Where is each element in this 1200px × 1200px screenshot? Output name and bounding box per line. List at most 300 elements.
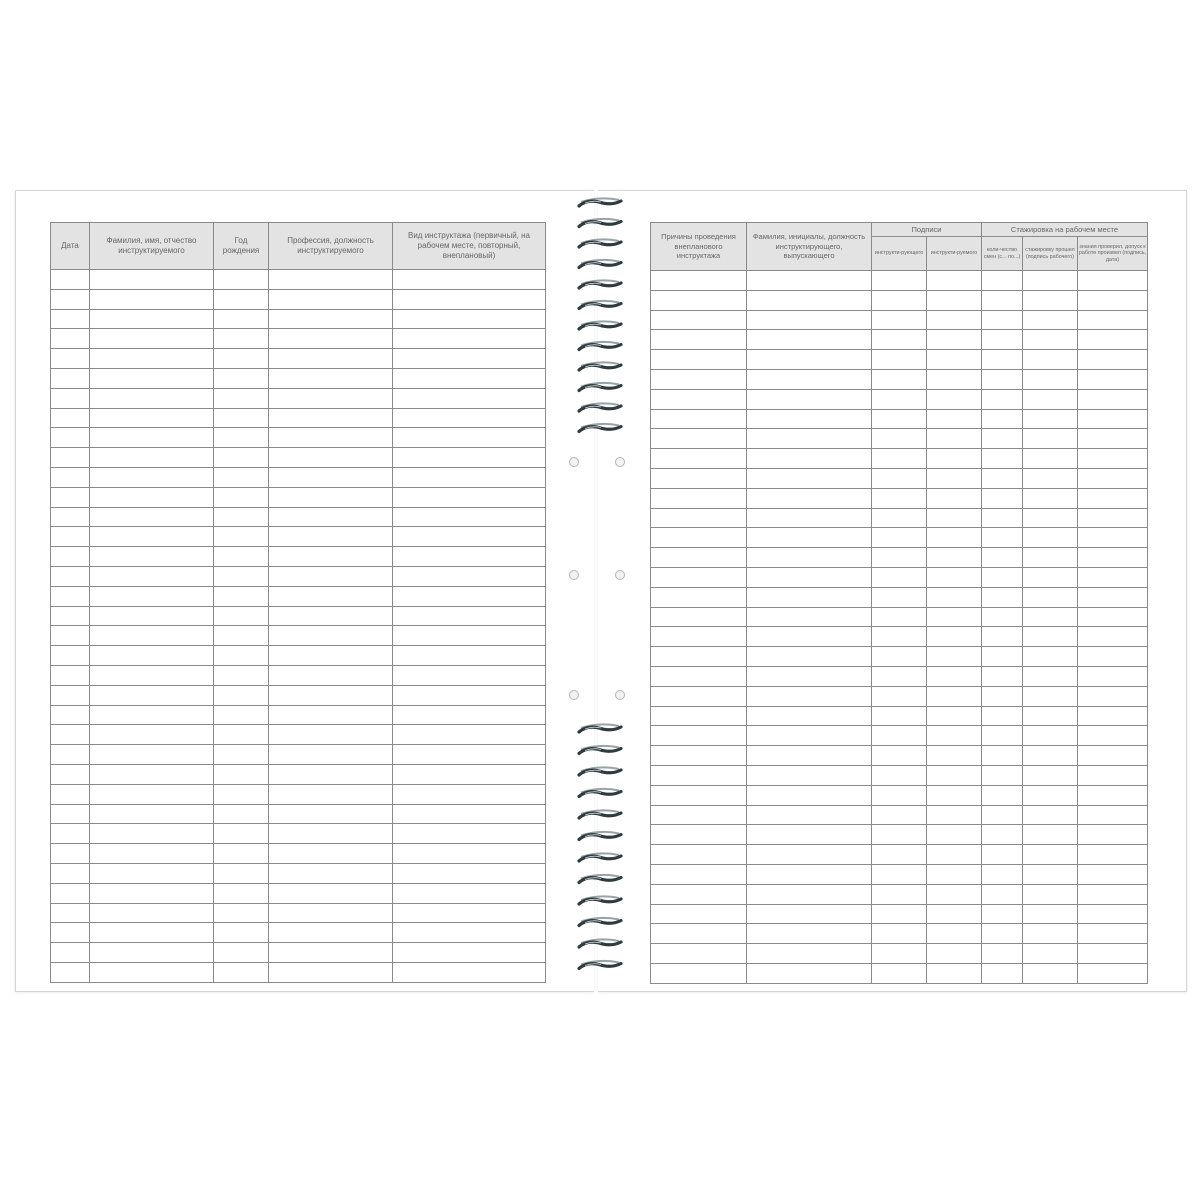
table-cell[interactable] — [1078, 746, 1148, 766]
table-cell[interactable] — [927, 488, 982, 508]
table-cell[interactable] — [393, 448, 546, 468]
table-cell[interactable] — [1078, 785, 1148, 805]
table-cell[interactable] — [651, 468, 747, 488]
table-cell[interactable] — [214, 270, 269, 290]
table-cell[interactable] — [747, 310, 872, 330]
table-cell[interactable] — [51, 547, 90, 567]
table-cell[interactable] — [90, 368, 214, 388]
table-cell[interactable] — [872, 924, 927, 944]
table-cell[interactable] — [393, 943, 546, 963]
table-cell[interactable] — [90, 349, 214, 369]
table-cell[interactable] — [747, 825, 872, 845]
table-cell[interactable] — [269, 863, 393, 883]
table-cell[interactable] — [51, 487, 90, 507]
table-cell[interactable] — [393, 289, 546, 309]
table-cell[interactable] — [90, 923, 214, 943]
table-cell[interactable] — [927, 686, 982, 706]
table-cell[interactable] — [872, 389, 927, 409]
table-cell[interactable] — [393, 467, 546, 487]
table-cell[interactable] — [872, 310, 927, 330]
table-cell[interactable] — [393, 764, 546, 784]
table-cell[interactable] — [982, 290, 1023, 310]
table-cell[interactable] — [982, 864, 1023, 884]
table-cell[interactable] — [90, 289, 214, 309]
table-cell[interactable] — [1078, 627, 1148, 647]
table-cell[interactable] — [872, 825, 927, 845]
table-cell[interactable] — [393, 685, 546, 705]
table-cell[interactable] — [214, 863, 269, 883]
table-cell[interactable] — [1078, 508, 1148, 528]
table-cell[interactable] — [651, 350, 747, 370]
table-cell[interactable] — [393, 329, 546, 349]
table-cell[interactable] — [747, 548, 872, 568]
table-cell[interactable] — [872, 706, 927, 726]
table-cell[interactable] — [269, 923, 393, 943]
table-cell[interactable] — [214, 566, 269, 586]
table-cell[interactable] — [214, 804, 269, 824]
table-cell[interactable] — [872, 607, 927, 627]
table-cell[interactable] — [872, 627, 927, 647]
table-cell[interactable] — [269, 745, 393, 765]
table-cell[interactable] — [1023, 706, 1078, 726]
table-cell[interactable] — [1023, 330, 1078, 350]
table-cell[interactable] — [651, 647, 747, 667]
table-cell[interactable] — [651, 528, 747, 548]
table-cell[interactable] — [393, 428, 546, 448]
table-cell[interactable] — [1078, 449, 1148, 469]
table-cell[interactable] — [1078, 330, 1148, 350]
table-cell[interactable] — [90, 507, 214, 527]
table-cell[interactable] — [90, 487, 214, 507]
table-cell[interactable] — [872, 765, 927, 785]
table-cell[interactable] — [651, 429, 747, 449]
table-cell[interactable] — [214, 448, 269, 468]
table-cell[interactable] — [927, 785, 982, 805]
table-cell[interactable] — [90, 962, 214, 982]
table-cell[interactable] — [872, 904, 927, 924]
table-cell[interactable] — [1078, 389, 1148, 409]
table-cell[interactable] — [927, 944, 982, 964]
table-cell[interactable] — [872, 864, 927, 884]
table-cell[interactable] — [51, 289, 90, 309]
table-cell[interactable] — [51, 270, 90, 290]
table-cell[interactable] — [1023, 508, 1078, 528]
table-cell[interactable] — [51, 467, 90, 487]
table-cell[interactable] — [1023, 627, 1078, 647]
table-cell[interactable] — [393, 566, 546, 586]
table-cell[interactable] — [90, 467, 214, 487]
table-cell[interactable] — [51, 725, 90, 745]
table-cell[interactable] — [269, 685, 393, 705]
table-cell[interactable] — [214, 349, 269, 369]
table-cell[interactable] — [747, 647, 872, 667]
table-cell[interactable] — [269, 388, 393, 408]
table-cell[interactable] — [927, 726, 982, 746]
table-cell[interactable] — [51, 626, 90, 646]
table-cell[interactable] — [872, 330, 927, 350]
table-cell[interactable] — [927, 746, 982, 766]
table-cell[interactable] — [269, 705, 393, 725]
table-cell[interactable] — [1023, 389, 1078, 409]
table-cell[interactable] — [214, 507, 269, 527]
table-cell[interactable] — [927, 864, 982, 884]
table-cell[interactable] — [872, 726, 927, 746]
table-cell[interactable] — [747, 468, 872, 488]
table-cell[interactable] — [90, 863, 214, 883]
table-cell[interactable] — [872, 468, 927, 488]
table-cell[interactable] — [982, 944, 1023, 964]
table-cell[interactable] — [927, 884, 982, 904]
table-cell[interactable] — [1078, 924, 1148, 944]
table-cell[interactable] — [214, 883, 269, 903]
table-cell[interactable] — [214, 685, 269, 705]
table-cell[interactable] — [747, 706, 872, 726]
table-cell[interactable] — [651, 508, 747, 528]
table-cell[interactable] — [51, 923, 90, 943]
table-cell[interactable] — [1023, 785, 1078, 805]
table-cell[interactable] — [90, 428, 214, 448]
table-cell[interactable] — [927, 429, 982, 449]
table-cell[interactable] — [214, 527, 269, 547]
table-cell[interactable] — [1023, 468, 1078, 488]
table-cell[interactable] — [982, 310, 1023, 330]
table-cell[interactable] — [982, 587, 1023, 607]
table-cell[interactable] — [1078, 666, 1148, 686]
table-cell[interactable] — [651, 330, 747, 350]
table-cell[interactable] — [393, 725, 546, 745]
table-cell[interactable] — [927, 845, 982, 865]
table-cell[interactable] — [90, 685, 214, 705]
table-cell[interactable] — [747, 508, 872, 528]
table-cell[interactable] — [214, 962, 269, 982]
table-cell[interactable] — [1023, 607, 1078, 627]
table-cell[interactable] — [982, 350, 1023, 370]
table-cell[interactable] — [90, 448, 214, 468]
table-cell[interactable] — [982, 884, 1023, 904]
table-cell[interactable] — [269, 507, 393, 527]
table-cell[interactable] — [1078, 864, 1148, 884]
table-cell[interactable] — [1023, 350, 1078, 370]
table-cell[interactable] — [747, 686, 872, 706]
table-cell[interactable] — [651, 409, 747, 429]
table-cell[interactable] — [872, 271, 927, 291]
table-cell[interactable] — [90, 844, 214, 864]
table-cell[interactable] — [269, 764, 393, 784]
table-cell[interactable] — [269, 428, 393, 448]
table-cell[interactable] — [90, 527, 214, 547]
table-cell[interactable] — [927, 449, 982, 469]
table-cell[interactable] — [651, 627, 747, 647]
table-cell[interactable] — [393, 388, 546, 408]
table-cell[interactable] — [872, 785, 927, 805]
table-cell[interactable] — [1078, 805, 1148, 825]
table-cell[interactable] — [982, 963, 1023, 983]
table-cell[interactable] — [51, 745, 90, 765]
table-cell[interactable] — [927, 290, 982, 310]
table-cell[interactable] — [872, 409, 927, 429]
table-cell[interactable] — [982, 330, 1023, 350]
table-cell[interactable] — [1078, 686, 1148, 706]
table-cell[interactable] — [90, 626, 214, 646]
table-cell[interactable] — [1078, 963, 1148, 983]
table-cell[interactable] — [214, 784, 269, 804]
table-cell[interactable] — [393, 863, 546, 883]
table-cell[interactable] — [51, 705, 90, 725]
table-cell[interactable] — [1078, 350, 1148, 370]
table-cell[interactable] — [982, 627, 1023, 647]
table-cell[interactable] — [982, 449, 1023, 469]
table-cell[interactable] — [1078, 845, 1148, 865]
table-cell[interactable] — [747, 350, 872, 370]
table-cell[interactable] — [747, 271, 872, 291]
table-cell[interactable] — [1078, 488, 1148, 508]
table-cell[interactable] — [927, 904, 982, 924]
table-cell[interactable] — [927, 350, 982, 370]
table-cell[interactable] — [651, 726, 747, 746]
table-cell[interactable] — [1023, 686, 1078, 706]
table-cell[interactable] — [1023, 726, 1078, 746]
table-cell[interactable] — [90, 408, 214, 428]
table-cell[interactable] — [269, 962, 393, 982]
table-cell[interactable] — [1078, 904, 1148, 924]
table-cell[interactable] — [747, 429, 872, 449]
table-cell[interactable] — [872, 944, 927, 964]
table-cell[interactable] — [51, 784, 90, 804]
table-cell[interactable] — [393, 665, 546, 685]
table-cell[interactable] — [90, 388, 214, 408]
table-cell[interactable] — [214, 903, 269, 923]
table-cell[interactable] — [1078, 944, 1148, 964]
table-cell[interactable] — [90, 725, 214, 745]
table-cell[interactable] — [393, 487, 546, 507]
table-cell[interactable] — [651, 963, 747, 983]
table-cell[interactable] — [269, 289, 393, 309]
table-cell[interactable] — [982, 825, 1023, 845]
table-cell[interactable] — [1078, 528, 1148, 548]
table-cell[interactable] — [1023, 449, 1078, 469]
table-cell[interactable] — [214, 824, 269, 844]
table-cell[interactable] — [214, 844, 269, 864]
table-cell[interactable] — [1023, 310, 1078, 330]
table-cell[interactable] — [51, 685, 90, 705]
table-cell[interactable] — [747, 904, 872, 924]
table-cell[interactable] — [90, 943, 214, 963]
table-cell[interactable] — [651, 369, 747, 389]
table-cell[interactable] — [982, 389, 1023, 409]
table-cell[interactable] — [393, 368, 546, 388]
table-cell[interactable] — [872, 746, 927, 766]
table-cell[interactable] — [393, 626, 546, 646]
table-cell[interactable] — [269, 606, 393, 626]
table-cell[interactable] — [872, 350, 927, 370]
table-cell[interactable] — [269, 824, 393, 844]
table-cell[interactable] — [51, 883, 90, 903]
table-cell[interactable] — [214, 586, 269, 606]
table-cell[interactable] — [393, 824, 546, 844]
table-cell[interactable] — [982, 785, 1023, 805]
table-cell[interactable] — [393, 844, 546, 864]
table-cell[interactable] — [982, 271, 1023, 291]
table-cell[interactable] — [747, 785, 872, 805]
table-cell[interactable] — [51, 448, 90, 468]
table-cell[interactable] — [214, 646, 269, 666]
table-cell[interactable] — [747, 587, 872, 607]
table-cell[interactable] — [651, 488, 747, 508]
table-cell[interactable] — [393, 883, 546, 903]
table-cell[interactable] — [982, 686, 1023, 706]
table-cell[interactable] — [872, 884, 927, 904]
table-cell[interactable] — [393, 784, 546, 804]
table-cell[interactable] — [393, 705, 546, 725]
table-cell[interactable] — [393, 586, 546, 606]
table-cell[interactable] — [1023, 587, 1078, 607]
table-cell[interactable] — [1078, 884, 1148, 904]
table-cell[interactable] — [90, 646, 214, 666]
table-cell[interactable] — [393, 745, 546, 765]
table-cell[interactable] — [51, 646, 90, 666]
table-cell[interactable] — [1078, 587, 1148, 607]
table-cell[interactable] — [51, 606, 90, 626]
table-cell[interactable] — [872, 587, 927, 607]
table-cell[interactable] — [982, 845, 1023, 865]
table-cell[interactable] — [90, 745, 214, 765]
table-cell[interactable] — [393, 962, 546, 982]
table-cell[interactable] — [269, 626, 393, 646]
table-cell[interactable] — [651, 686, 747, 706]
table-cell[interactable] — [982, 468, 1023, 488]
table-cell[interactable] — [982, 488, 1023, 508]
table-cell[interactable] — [393, 923, 546, 943]
table-cell[interactable] — [1023, 567, 1078, 587]
table-cell[interactable] — [1023, 746, 1078, 766]
table-cell[interactable] — [1078, 726, 1148, 746]
table-cell[interactable] — [872, 805, 927, 825]
table-cell[interactable] — [269, 368, 393, 388]
table-cell[interactable] — [214, 764, 269, 784]
table-cell[interactable] — [214, 467, 269, 487]
table-cell[interactable] — [982, 409, 1023, 429]
table-cell[interactable] — [214, 725, 269, 745]
table-cell[interactable] — [747, 845, 872, 865]
table-cell[interactable] — [747, 449, 872, 469]
table-cell[interactable] — [747, 805, 872, 825]
table-cell[interactable] — [214, 923, 269, 943]
table-cell[interactable] — [651, 864, 747, 884]
table-cell[interactable] — [747, 488, 872, 508]
table-cell[interactable] — [927, 963, 982, 983]
table-cell[interactable] — [872, 429, 927, 449]
table-cell[interactable] — [747, 963, 872, 983]
table-cell[interactable] — [90, 665, 214, 685]
table-cell[interactable] — [393, 270, 546, 290]
table-cell[interactable] — [927, 310, 982, 330]
table-cell[interactable] — [51, 804, 90, 824]
table-cell[interactable] — [269, 883, 393, 903]
table-cell[interactable] — [393, 646, 546, 666]
table-cell[interactable] — [1078, 706, 1148, 726]
table-cell[interactable] — [747, 330, 872, 350]
table-cell[interactable] — [747, 567, 872, 587]
table-cell[interactable] — [982, 746, 1023, 766]
table-cell[interactable] — [1078, 409, 1148, 429]
table-cell[interactable] — [651, 785, 747, 805]
table-cell[interactable] — [1023, 904, 1078, 924]
table-cell[interactable] — [393, 309, 546, 329]
table-cell[interactable] — [51, 368, 90, 388]
table-cell[interactable] — [214, 309, 269, 329]
table-cell[interactable] — [1023, 647, 1078, 667]
table-cell[interactable] — [927, 924, 982, 944]
table-cell[interactable] — [927, 468, 982, 488]
table-cell[interactable] — [747, 726, 872, 746]
table-cell[interactable] — [1078, 647, 1148, 667]
table-cell[interactable] — [269, 487, 393, 507]
table-cell[interactable] — [651, 666, 747, 686]
table-cell[interactable] — [872, 508, 927, 528]
table-cell[interactable] — [927, 271, 982, 291]
table-cell[interactable] — [51, 507, 90, 527]
table-cell[interactable] — [1023, 864, 1078, 884]
table-cell[interactable] — [927, 765, 982, 785]
table-cell[interactable] — [393, 408, 546, 428]
table-cell[interactable] — [982, 706, 1023, 726]
table-cell[interactable] — [651, 607, 747, 627]
table-cell[interactable] — [982, 666, 1023, 686]
table-cell[interactable] — [927, 369, 982, 389]
table-cell[interactable] — [1023, 369, 1078, 389]
table-cell[interactable] — [90, 705, 214, 725]
table-cell[interactable] — [1023, 765, 1078, 785]
table-cell[interactable] — [982, 429, 1023, 449]
table-cell[interactable] — [269, 329, 393, 349]
table-cell[interactable] — [214, 943, 269, 963]
table-cell[interactable] — [51, 388, 90, 408]
table-cell[interactable] — [927, 528, 982, 548]
table-cell[interactable] — [982, 567, 1023, 587]
table-cell[interactable] — [651, 765, 747, 785]
table-cell[interactable] — [1078, 607, 1148, 627]
table-cell[interactable] — [747, 389, 872, 409]
table-cell[interactable] — [927, 647, 982, 667]
table-cell[interactable] — [651, 290, 747, 310]
table-cell[interactable] — [269, 547, 393, 567]
table-cell[interactable] — [51, 863, 90, 883]
table-cell[interactable] — [269, 448, 393, 468]
table-cell[interactable] — [51, 665, 90, 685]
table-cell[interactable] — [1023, 805, 1078, 825]
table-cell[interactable] — [872, 449, 927, 469]
table-cell[interactable] — [269, 725, 393, 745]
table-cell[interactable] — [393, 903, 546, 923]
table-cell[interactable] — [651, 805, 747, 825]
table-cell[interactable] — [51, 962, 90, 982]
table-cell[interactable] — [90, 309, 214, 329]
table-cell[interactable] — [747, 746, 872, 766]
table-cell[interactable] — [651, 271, 747, 291]
table-cell[interactable] — [927, 567, 982, 587]
table-cell[interactable] — [747, 884, 872, 904]
table-cell[interactable] — [1078, 290, 1148, 310]
table-cell[interactable] — [51, 428, 90, 448]
table-cell[interactable] — [982, 548, 1023, 568]
table-cell[interactable] — [269, 844, 393, 864]
table-cell[interactable] — [51, 943, 90, 963]
table-cell[interactable] — [982, 369, 1023, 389]
table-cell[interactable] — [1023, 924, 1078, 944]
table-cell[interactable] — [90, 547, 214, 567]
table-cell[interactable] — [651, 944, 747, 964]
table-cell[interactable] — [982, 647, 1023, 667]
